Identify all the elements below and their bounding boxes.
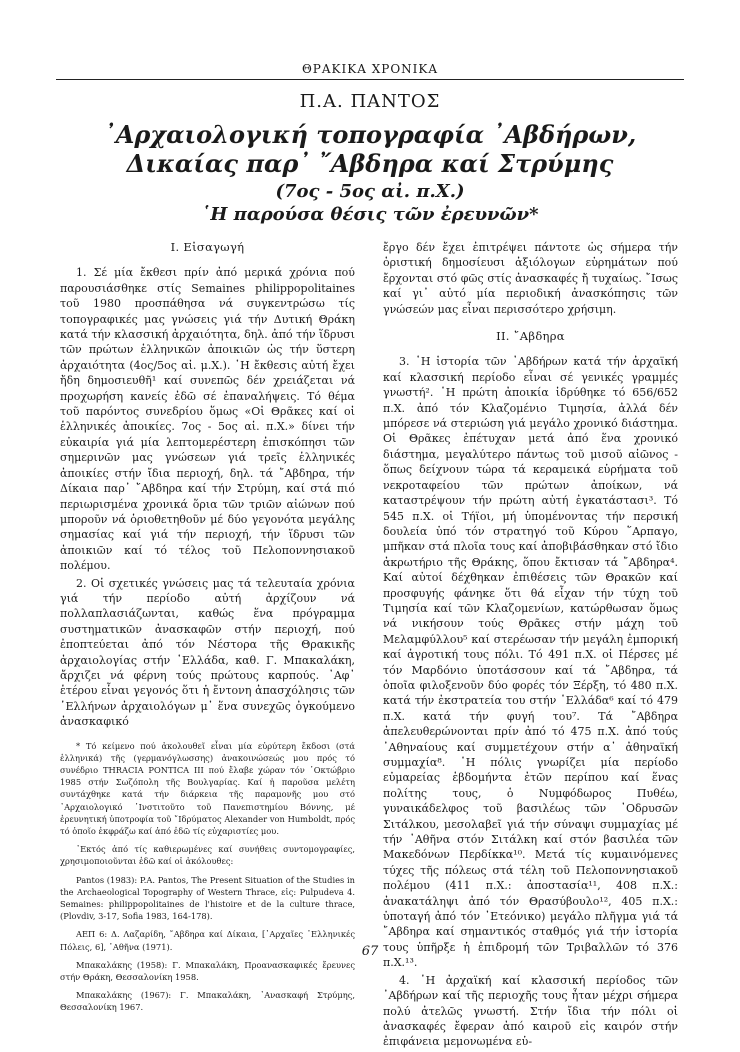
paragraph-3: 3. ῾Η ἱστορία τῶν ᾿Αβδήρων κατά τήν ἀρχαϊκή καί κλασσική περίοδο εἶναι σέ γενικές γραμμές γνωστή². ῾Η πρώτη ἀποικία ἱδρύθηκε τό 656/652 π.Χ. ἀπό τόν Κλαζομένιο Τιμησία, ἀλλά δέν μπόρεσε νά στεριώση γιά μεγάλο χρονικό διάστημα. Οἱ Θρᾶκες ἐπέτυχαν μετά ἀπό ἕνα χρονικό διάστημα, μεγαλύτερο πάντως τοῦ μισοῦ αἰῶνος - ὅπως δείχνουν τώρα τά κεραμεικά εὑρήματα τοῦ νεκροταφείου τῶν πρώτων ἀποίκων, νά καταστρέψουν τήν πρώτη αὐτή ἐγκατάστασι³. Τό 545 π.Χ. οἱ Τήϊοι, μή ὑπομένοντας τήν περσική δουλεία ὑπό τόν στρατηγό τοῦ Κύρου ῞Αρπαγο, μπῆκαν στά πλοῖα τους καί ἀποβιβάσθηκαν στό ἴδιο ἀκρωτήριο τῆς Θράκης, ὅπου ἔκτισαν τά ῎Αβδηρα⁴. Καί αὐτοί δέχθηκαν ἐπιθέσεις τῶν Θρακῶν καί προσφυγής φάνηκε ὅτι θά εἶχαν τήν τύχη τοῦ Τιμησία καί τῶν Κλαζομενίων, κατώρθωσαν ὅμως νά νικήσουν τούς Θρᾶκες στήν μάχη τοῦ Μελαμφύλλου⁵ καί στερέωσαν τήν μεγάλη ἐμπορική καί ἀγροτική τους πόλι. Τό 491 π.Χ. οἱ Πέρσες μέ τόν Μαρδόνιο ὑποτάσσουν καί τά ῎Αβδηρα, τά ὁποῖα φιλοξενοῦν δύο φορές τόν Ξέρξη, τό 480 π.Χ. κατά τήν ἐκστρατεία του στήν ῾Ελλάδα⁶ καί τό 479 π.Χ. κατά τήν φυγή του⁷. Τά ῎Αβδηρα ἀπελευθερώνονται πρίν ἀπό τό 475 π.Χ. ἀπό τούς ᾿Αθηναίους καί συμμετέχουν στήν α᾿ ἀθηναϊκή συμμαχία⁸. ῾Η πόλις γνωρίζει μία περίοδο εὐμαρείας ἑβδομήντα ἐτῶν περίπου καί ἕνας πολίτης τους, ὁ Νυμφόδωρος Πυθέω, γυναικάδελφος τοῦ βασιλέως τῶν ᾿Οδρυσῶν Σιτάλκου, μεσολαβεῖ γιά τήν σύναψι συμμαχίας μέ τήν ᾿Αθῆνα στόν Σιτάλκη καί στόν βασιλέα τῶν Μακεδόνων Περδίκκα¹⁰. Μετά τίς κυμαινόμενες τύχες τῆς πόλεως στά τέλη τοῦ Πελοποννησιακοῦ πολέμου (411 π.Χ.: ἀποστασία¹¹, 408 π.Χ.: ἀνακατάληψι ἀπό τόν Θρασύβουλο¹², 405 π.Χ.: ὑποταγή ἀπό τόν ᾿Ετεόνικο) μεγάλο πλῆγμα γιά τά ῎Αβδηρα καί σημαντικός σταθμός γιά τήν ἱστορία τους ὑπῆρξε ἡ ἐπιδρομή τῶν Τριβαλλῶν τό 376 π.Χ.¹³. [383, 355, 678, 970]
paragraph-2: 2. Οἱ σχετικές γνώσεις μας τά τελευταία χρόνια γιά τήν περίοδο αὐτή ἀρχίζουν νά πολλαπλασιάζωνται, καθώς ἕνα πρόγραμμα συστηματικῶν ἀνασκαφῶν στήν περιοχή, πού ἐποπτεύεται ἀπό τόν Νέστορα τῆς Θρακικῆς ἀρχαιολογίας στήν ῾Ελλάδα, καθ. Γ. Μπακαλάκη, ἄρχιζει νά φέρνη τούς πρώτους καρπούς. ᾿Αφ᾿ ἑτέρου εἶναι γεγονός ὅτι ἡ ἔντονη ἀπασχόλησις τῶν ῾Ελλήνων ἀρχαιολόγων μ᾿ ἕνα συνεχῶς ὀγκούμενο ἀνασκαφικό [60, 576, 355, 729]
left-column [60, 240, 355, 1020]
reference-aep6: ΑΕΠ 6: Δ. Λαζαρίδη, ῎Αβδηρα καί Δίκαια, [᾿Αρχαῖες ῾Ελληνικές Πόλεις, 6], ᾿Αθῆνα (1971). [60, 929, 355, 952]
article-title [60, 120, 680, 178]
footnote-abbreviations: ᾿Εκτός ἀπό τίς καθιερωμένες καί συνήθεις συντομογραφίες, χρησιμοποιοῦνται ἐδῶ καί οἱ ἀκόλουθες: [60, 844, 355, 867]
subtitle-line-1: (7ος - 5ος αἰ. π.Χ.) [275, 181, 465, 202]
header-rule [56, 79, 684, 80]
title-line-1: ᾿Αρχαιολογική τοπογραφία ᾿Αβδήρων, [103, 120, 637, 149]
article-subtitle [60, 180, 680, 226]
footnote-star: * Τό κείμενο πού ἀκολουθεῖ εἶναι μία εὐρύτερη ἔκδοσι (στά ἑλληνικά) τῆς (γερμανόγλωσσης) ἀνακοινώσεώς μου πρός τό συνέδριο THRACIA PONTICA III πού ἔλαβε χώραν τόν ᾿Οκτώβριο 1985 στήν Σωζόπολη τῆς Βουλγαρίας. Καί ἡ παροῦσα μελέτη συντάχθηκε κατά τήν διάρκεια τῆς παραμονῆς μου στό ᾿Αρχαιολογικό ᾿Ινστιτοῦτο τοῦ Πανεπιστημίου Βόννης, μέ ἐρευνητική ὑποτροφία τοῦ ῎Ιδρύματος Alexander von Humboldt, πρός τό ὁποῖο ἐκφράζω καί ἀπό ἐδῶ τίς εὐχαριστίες μου. [60, 740, 355, 837]
page-number: 67 [361, 944, 379, 959]
running-head: ΘΡΑΚΙΚΑ ΧΡΟΝΙΚΑ [301, 62, 439, 76]
footnotes [60, 740, 355, 1014]
section-heading-abdera: II. ῎Αβδηρα [496, 329, 565, 344]
title-line-2: Δικαίας παρ᾿ ῎Αβδηρα καί Στρύμης [126, 149, 614, 178]
reference-bakalakis-1958: Μπακαλάκης (1958): Γ. Μπακαλάκη, Προανασκαφικές ἔρευνες στήν Θράκη, Θεσσαλονίκη 1958. [60, 959, 355, 983]
author-name: Π.Α. ΠΑΝΤΟΣ [299, 91, 441, 112]
paragraph-continued: ἔργο δέν ἔχει ἐπιτρέψει πάντοτε ὡς σήμερα τήν ὁριστική δημοσίευσι ἀξιόλογων εὑρημάτων πού ἔρχονται στό φῶς στίς ἀνασκαφές ἤ τυχαίως. ῎Ισως καί γι᾿ αὐτό μία περιοδική ἀνασκόπησις τῶν γνώσεών μας εἶναι περισσότερο χρήσιμη. [383, 241, 678, 316]
reference-bakalakis-1967: Μπακαλάκης (1967): Γ. Μπακαλάκη, ᾿Ανασκαφή Στρύμης, Θεσσαλονίκη 1967. [60, 990, 355, 1013]
paragraph-4: 4. ῾Η ἀρχαϊκή καί κλασσική περίοδος τῶν ᾿Αβδήρων καί τῆς περιοχῆς τους ἦταν μέχρι σήμερα πολύ ἀτελῶς γνωστή. Στήν ἴδια τήν πόλι οἱ ἀνασκαφές ἔφεραν ἀπό καιροῦ εἰς καιρόν στήν ἐπιφάνεια μεμονωμένα εὑ- [383, 973, 678, 1049]
paragraph-1: 1. Σέ μία ἔκθεσι πρίν ἀπό μερικά χρόνια πού παρουσιάσθηκε στίς Semaines philippopolitaines τοῦ 1980 προσπάθησα νά συγκεντρώσω τίς τοπογραφικές μας γνώσεις γιά τήν Δυτική Θράκη κατά τήν κλασσική ἀρχαιότητα, δηλ. ἀπό τήν ἵδρυσι τῶν πρώτων ἑλληνικῶν ἀποικιῶν ὡς τήν ὕστερη ἀρχαιότητα (4ος/5ος αἰ. μ.Χ.). ῾Η ἔκθεσις αὐτή ἔχει ἤδη δημοσιευθῆ¹ καί συνεπῶς δέν χρειάζεται νά προχωρήση κανείς ἐδῶ σέ ἐπαναλήψεις. Τό θέμα τοῦ παρόντος συνεδρίου ὅμως «Οἱ Θρᾶκες καί οἱ ἑλληνικές ἀποικίες. 7ος - 5ος αἰ. π.Χ.» δίνει τήν εὐκαιρία γιά μία λεπτομερέστερη ἐπισκόπησι τῶν σημερινῶν μας γνώσεων γιά τρεῖς ἑλληνικές ἀποικίες στήν ἴδια περιοχή, δηλ. τά ῎Αβδηρα, τήν Δίκαια παρ᾿ ῎Αβδηρα καί τήν Στρύμη, καί στά πιό περιωρισμένα χρονικά ὅρια τῶν τριῶν αἰώνων πού μποροῦν νά ὁριοθετηθοῦν μέ δύο γεγονότα μεγάλης σημασίας καί γιά τήν περιοχή, τήν ἵδρυσι τῶν ἀποικιῶν καί τό τέλος τοῦ Πελοποννησιακοῦ πολέμου. [60, 266, 355, 573]
subtitle-line-2: ῾Η παρούσα θέσις τῶν ἐρευνῶν* [201, 204, 539, 225]
right-column [383, 240, 678, 1052]
section-heading-introduction: I. Εἰσαγωγή [170, 240, 245, 254]
reference-pantos: Pantos (1983): P.A. Pantos, The Present Situation of the Studies in the Archaeological Topography of Western Thrace, εἰς: Pulpudeva 4. Semaines: philippopolitaines de l'histoire et de la culture thrace, (Plovdiv, 3-17, Sofia 1983, 164-178). [60, 874, 355, 922]
